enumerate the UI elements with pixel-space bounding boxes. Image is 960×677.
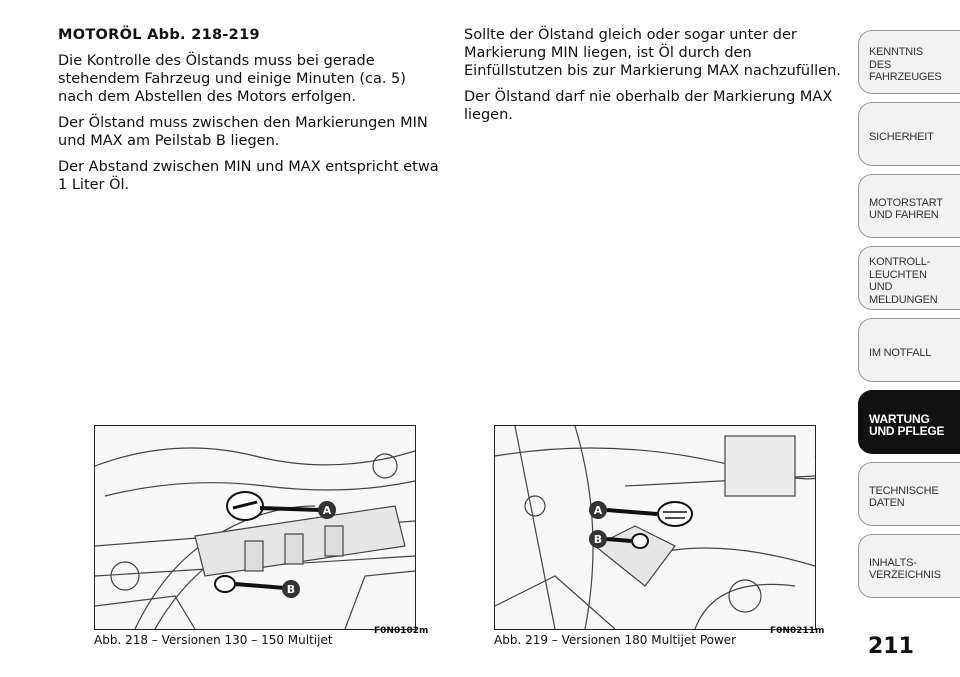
tab-im-notfall[interactable]: IM NOTFALL <box>858 318 960 382</box>
figure-caption: Abb. 219 – Versionen 180 Multijet Power <box>494 633 737 647</box>
tab-kontrollleuchten[interactable]: KONTROLL- LEUCHTEN UND MELDUNGEN <box>858 246 960 310</box>
figure-engine-180 <box>494 425 816 630</box>
paragraph: Der Ölstand muss zwischen den Markierungen MIN und MAX am Peilstab B liegen. <box>58 115 428 149</box>
paragraph: Der Ölstand darf nie oberhalb der Markierung MAX liegen. <box>464 89 833 123</box>
figure-code: F0N0211m <box>770 626 825 636</box>
engine-illustration-2 <box>495 426 815 629</box>
figure-label-a: A <box>593 504 603 517</box>
figure-label-a: A <box>322 504 332 517</box>
figure-label-b: B <box>286 583 296 596</box>
figure-code: F0N0102m <box>374 626 429 636</box>
engine-illustration-1 <box>95 426 415 629</box>
section-heading: MOTORÖL Abb. 218-219 <box>58 27 260 43</box>
paragraph: Sollte der Ölstand gleich oder sogar unter der Markierung MIN liegen, ist Öl durch den Einfüllstutzen bis zur Markierung MAX nachzufüllen. <box>464 27 841 79</box>
left-column <box>58 26 444 202</box>
figure-caption: Abb. 218 – Versionen 130 – 150 Multijet <box>94 633 333 647</box>
tab-wartung[interactable]: WARTUNG UND PFLEGE <box>858 390 960 454</box>
figure-label-b: B <box>593 533 603 546</box>
paragraph: Die Kontrolle des Ölstands muss bei gerade stehendem Fahrzeug und einige Minuten (ca. 5) nach dem Abstellen des Motors erfolgen. <box>58 53 406 105</box>
tab-technische-daten[interactable]: TECHNISCHE DATEN <box>858 462 960 526</box>
right-column <box>464 26 844 132</box>
dipstick-handle <box>215 576 235 592</box>
dipstick-handle <box>632 534 648 548</box>
page-number: 211 <box>868 634 914 659</box>
oil-filler-cap <box>658 502 692 526</box>
figure-engine-130-150 <box>94 425 416 630</box>
chapter-tabs <box>858 30 960 606</box>
tab-inhaltsverzeichnis[interactable]: INHALTS- VERZEICHNIS <box>858 534 960 598</box>
tab-motorstart[interactable]: MOTORSTART UND FAHREN <box>858 174 960 238</box>
tab-kenntnis[interactable]: KENNTNIS DES FAHRZEUGES <box>858 30 960 94</box>
paragraph: Der Abstand zwischen MIN und MAX entspricht etwa 1 Liter Öl. <box>58 159 439 193</box>
tab-sicherheit[interactable]: SICHERHEIT <box>858 102 960 166</box>
